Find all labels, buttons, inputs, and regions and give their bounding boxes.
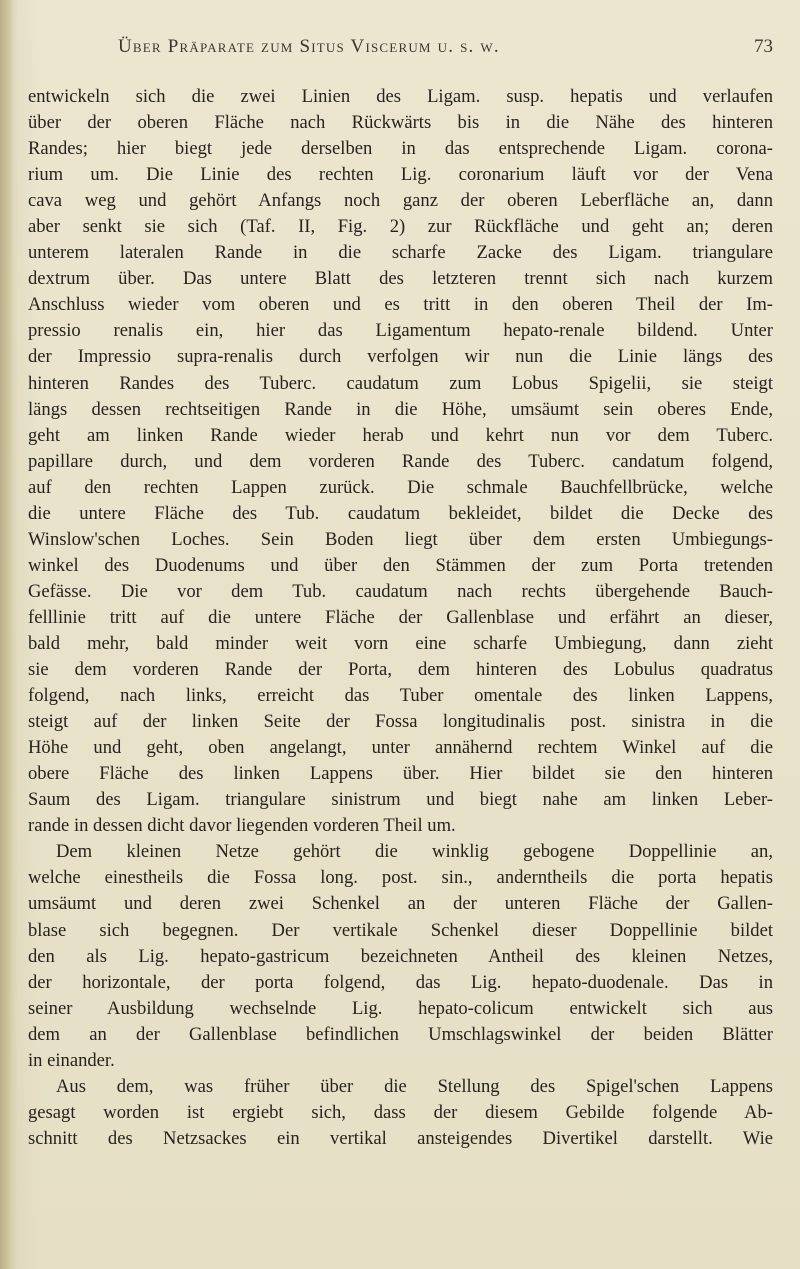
text-line: die untere Fläche des Tub. caudatum bekleidet, bildet die Decke des xyxy=(28,502,773,524)
text-line: folgend, nach links, erreicht das Tuber omentale des linken Lappens, xyxy=(28,685,773,707)
text-line: dextrum über. Das untere Blatt des letzteren trennt sich nach kurzem xyxy=(28,268,773,290)
text-line: unterem lateralen Rande in die scharfe Zacke des Ligam. triangulare xyxy=(28,242,773,264)
body-text xyxy=(28,84,773,1152)
text-line: papillare durch, und dem vorderen Rande des Tuberc. candatum folgend, xyxy=(28,450,773,472)
text-line: welche einestheils die Fossa long. post. sin., anderntheils die porta hepatis xyxy=(28,867,773,889)
text-line: auf den rechten Lappen zurück. Die schmale Bauchfellbrücke, welche xyxy=(28,476,773,498)
text-line: rande in dessen dicht davor liegenden vorderen Theil um. xyxy=(28,815,456,837)
page-number: 73 xyxy=(754,36,773,57)
text-line: rium um. Die Linie des rechten Lig. coronarium läuft vor der Vena xyxy=(28,164,773,186)
text-line: Anschluss wieder vom oberen und es tritt in den oberen Theil der Im- xyxy=(28,294,773,316)
text-line: winkel des Duodenums und über den Stämmen der zum Porta tretenden xyxy=(28,554,773,576)
text-line: pressio renalis ein, hier das Ligamentum hepato-renale bildend. Unter xyxy=(28,320,773,342)
text-line: cava weg und gehört Anfangs noch ganz der oberen Leberfläche an, dann xyxy=(28,190,773,212)
text-line: hinteren Randes des Tuberc. caudatum zum Lobus Spigelii, sie steigt xyxy=(28,372,773,394)
running-title: Über Präparate zum Situs Viscerum u. s. w. xyxy=(118,36,500,57)
text-line: bald mehr, bald minder weit vorn eine scharfe Umbiegung, dann zieht xyxy=(28,632,773,654)
text-line: Höhe und geht, oben angelangt, unter annähernd rechtem Winkel auf die xyxy=(28,737,773,759)
text-line: felllinie tritt auf die untere Fläche der Gallenblase und erfährt an dieser, xyxy=(28,606,773,628)
page-header xyxy=(28,36,773,64)
text-line: Dem kleinen Netze gehört die winklig gebogene Doppellinie an, xyxy=(56,841,773,863)
text-line: gesagt worden ist ergiebt sich, dass der diesem Gebilde folgende Ab- xyxy=(28,1101,773,1123)
text-line: Winslow'schen Loches. Sein Boden liegt über dem ersten Umbiegungs- xyxy=(28,528,773,550)
text-line: Saum des Ligam. triangulare sinistrum und biegt nahe am linken Leber- xyxy=(28,789,773,811)
text-line: Randes; hier biegt jede derselben in das entsprechende Ligam. corona- xyxy=(28,138,773,160)
text-line: den als Lig. hepato-gastricum bezeichneten Antheil des kleinen Netzes, xyxy=(28,945,773,967)
text-line: seiner Ausbildung wechselnde Lig. hepato-colicum entwickelt sich aus xyxy=(28,997,773,1019)
text-line: Aus dem, was früher über die Stellung des Spigel'schen Lappens xyxy=(56,1075,773,1097)
text-line: aber senkt sie sich (Taf. II, Fig. 2) zur Rückfläche und geht an; deren xyxy=(28,216,773,238)
text-line: blase sich begegnen. Der vertikale Schenkel dieser Doppellinie bildet xyxy=(28,919,773,941)
text-line: sie dem vorderen Rande der Porta, dem hinteren des Lobulus quadratus xyxy=(28,659,773,681)
text-line: über der oberen Fläche nach Rückwärts bis in die Nähe des hinteren xyxy=(28,112,773,134)
text-line: schnitt des Netzsackes ein vertikal ansteigendes Divertikel darstellt. Wie xyxy=(28,1127,773,1149)
text-line: geht am linken Rande wieder herab und kehrt nun vor dem Tuberc. xyxy=(28,424,773,446)
text-line: in einander. xyxy=(28,1049,115,1071)
text-line: entwickeln sich die zwei Linien des Ligam. susp. hepatis und verlaufen xyxy=(28,86,773,107)
text-line: längs dessen rechtseitigen Rande in die Höhe, umsäumt sein oberes Ende, xyxy=(28,398,773,420)
page-gutter-shadow xyxy=(0,0,12,1269)
text-line: dem an der Gallenblase befindlichen Umschlagswinkel der beiden Blätter xyxy=(28,1023,773,1045)
text-line: steigt auf der linken Seite der Fossa longitudinalis post. sinistra in die xyxy=(28,711,773,733)
text-line: obere Fläche des linken Lappens über. Hier bildet sie den hinteren xyxy=(28,763,773,785)
text-line: der horizontale, der porta folgend, das Lig. hepato-duodenale. Das in xyxy=(28,971,773,993)
text-line: Gefässe. Die vor dem Tub. caudatum nach rechts übergehende Bauch- xyxy=(28,580,773,602)
text-line: umsäumt und deren zwei Schenkel an der unteren Fläche der Gallen- xyxy=(28,893,773,915)
text-line: der Impressio supra-renalis durch verfolgen wir nun die Linie längs des xyxy=(28,346,773,368)
